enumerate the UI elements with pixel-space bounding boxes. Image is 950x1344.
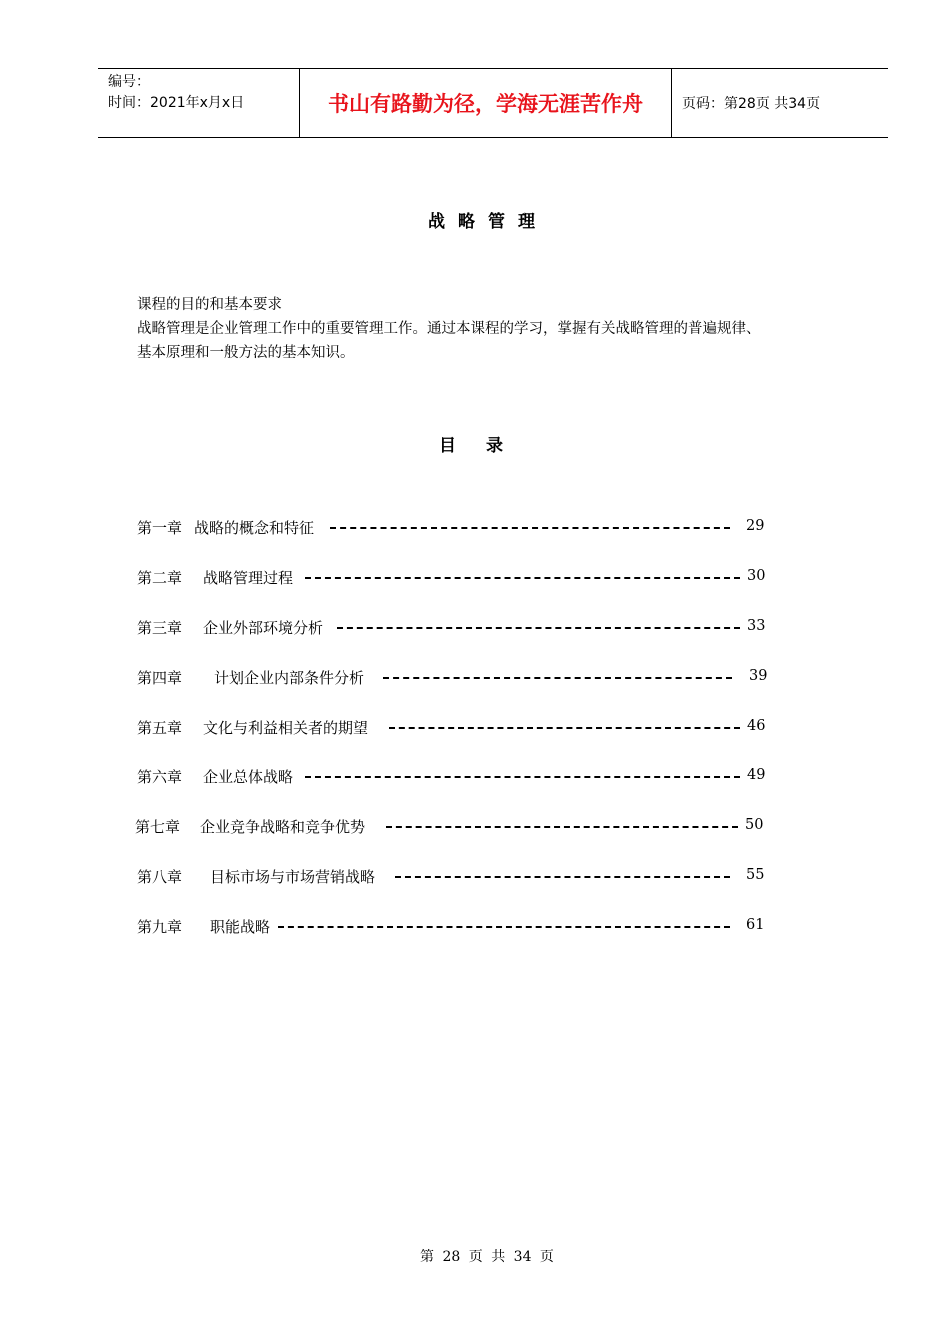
- toc-page-number: 49: [747, 767, 766, 783]
- toc-page-number: 55: [746, 867, 765, 883]
- toc-chapter-label: 第五章: [137, 719, 183, 737]
- header-time-label: 时间：2021年x月x日: [108, 95, 245, 111]
- toc-leader-line: [389, 727, 740, 729]
- toc-chapter-name: 文化与利益相关者的期望: [203, 719, 369, 737]
- toc-item: [0, 666, 950, 688]
- toc-chapter-name: 战略管理过程: [203, 569, 294, 587]
- toc-item: [0, 716, 950, 738]
- toc-chapter-label: 第九章: [137, 918, 183, 936]
- header-page-info: 页码：第28页 共34页: [682, 96, 821, 112]
- toc-item: [0, 765, 950, 787]
- toc-chapter-name: 战略的概念和特征: [194, 519, 315, 537]
- toc-chapter-name: 企业外部环境分析: [203, 619, 324, 637]
- toc-page-number: 50: [745, 817, 764, 833]
- toc-page-number: 39: [749, 668, 768, 684]
- toc-item: [0, 865, 950, 887]
- toc-chapter-name: 企业竞争战略和竞争优势: [200, 818, 366, 836]
- toc-item: [0, 815, 950, 837]
- toc-chapter-label: 第七章: [135, 818, 181, 836]
- toc-page-number: 61: [746, 917, 765, 933]
- toc-chapter-name: 计划企业内部条件分析: [214, 669, 365, 687]
- intro-heading: 课程的目的和基本要求: [137, 297, 282, 313]
- document-title: 战略管理: [428, 212, 548, 232]
- toc-leader-line: [386, 826, 738, 828]
- intro-line-2: 基本原理和一般方法的基本知识。: [137, 345, 355, 361]
- toc-chapter-name: 职能战略: [210, 918, 271, 936]
- toc-leader-line: [305, 776, 740, 778]
- toc-leader-line: [278, 926, 730, 928]
- toc-item: [0, 516, 950, 538]
- toc-chapter-label: 第三章: [137, 619, 183, 637]
- toc-leader-line: [395, 876, 730, 878]
- toc-chapter-label: 第六章: [137, 768, 183, 786]
- toc-page-number: 33: [747, 618, 766, 634]
- toc-chapter-label: 第四章: [137, 669, 183, 687]
- toc-leader-line: [383, 677, 732, 679]
- toc-item: [0, 616, 950, 638]
- toc-page-number: 30: [747, 568, 766, 584]
- toc-chapter-label: 第一章: [137, 519, 183, 537]
- toc-title: 目录: [439, 436, 533, 456]
- toc-item: [0, 915, 950, 937]
- toc-chapter-label: 第八章: [137, 868, 183, 886]
- toc-leader-line: [337, 627, 740, 629]
- toc-chapter-name: 企业总体战略: [203, 768, 294, 786]
- header-number-label: 编号：: [108, 74, 150, 90]
- toc-chapter-label: 第二章: [137, 569, 183, 587]
- page-footer: 第 28 页 共 34 页: [420, 1249, 554, 1265]
- intro-line-1: 战略管理是企业管理工作中的重要管理工作。通过本课程的学习，掌握有关战略管理的普遍规律、: [137, 321, 761, 337]
- toc-chapter-name: 目标市场与市场营销战略: [210, 868, 376, 886]
- toc-item: [0, 566, 950, 588]
- toc-page-number: 29: [746, 518, 765, 534]
- header-motto: 书山有路勤为径，学海无涯苦作舟: [300, 69, 672, 137]
- toc-leader-line: [330, 527, 730, 529]
- toc-page-number: 46: [747, 718, 766, 734]
- toc-leader-line: [305, 577, 740, 579]
